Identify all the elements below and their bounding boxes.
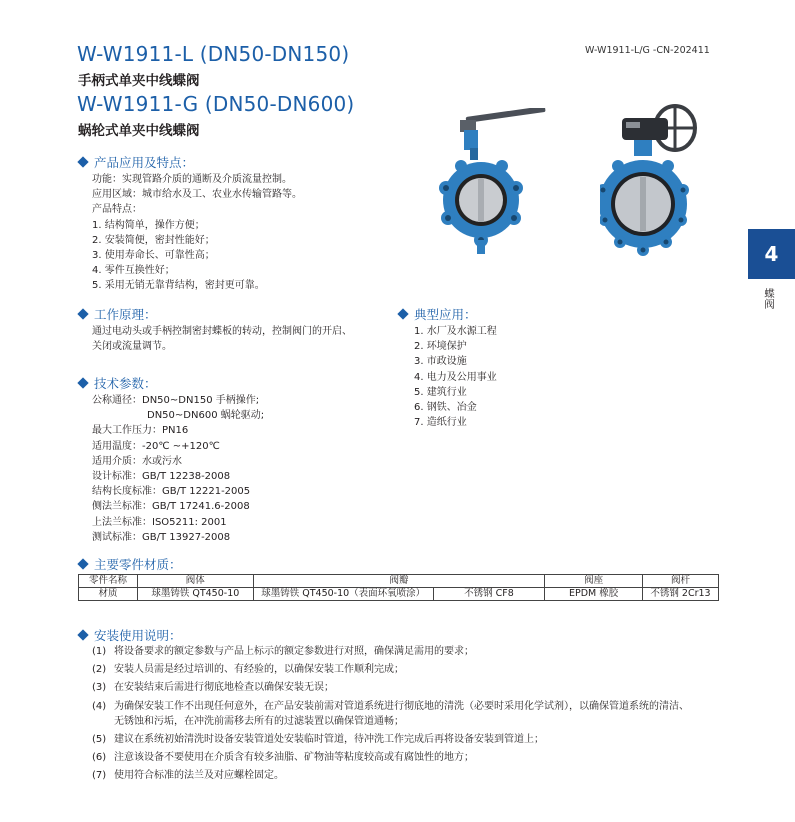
install-item [92, 680, 732, 695]
install-item-text: 注意该设备不要使用在介质含有较多油脂、矿物油等粘度较高或有腐蚀性的地方； [114, 752, 474, 764]
install-item [92, 768, 732, 783]
table-cell: 不锈钢 2Cr13 [643, 588, 719, 601]
features-heading [77, 153, 194, 171]
principle-heading-text: 工作原理： [94, 307, 157, 322]
materials-heading-text: 主要零件材质： [94, 557, 182, 572]
install-item-text: 建议在系统初始清洗时设备安装管道处安装临时管道，待冲洗工作完成后再将设备安装到管道上； [114, 733, 544, 745]
gear-valve-image [600, 100, 700, 258]
install-heading-text: 安装使用说明： [94, 628, 182, 643]
install-item-number: (4) [92, 700, 107, 712]
tech-line: 适用温度：-20℃ ~+120℃ [92, 440, 220, 452]
install-item-number: (1) [92, 646, 107, 657]
tech-heading-text: 技术参数： [94, 376, 157, 391]
install-item [92, 662, 732, 677]
application-item: 6. 钢铁、冶金 [414, 401, 477, 413]
install-item-text: 使用符合标准的法兰及对应螺栓固定。 [114, 770, 284, 782]
diamond-bullet-icon [77, 377, 88, 388]
features-line: 应用区域：城市给水及工、农业水传输管路等。 [92, 189, 302, 201]
install-item-text: 将设备要求的额定参数与产品上标示的额定参数进行对照，确保满足需用的要求； [114, 646, 474, 657]
table-cell: EPDM 橡胶 [545, 588, 643, 601]
application-item: 4. 电力及公用事业 [414, 371, 497, 383]
tech-line: 公称通径：DN50~DN150 手柄操作; [92, 395, 260, 406]
lever-valve-image [436, 108, 546, 258]
application-item: 1. 水厂及水源工程 [414, 326, 497, 337]
table-header-cell: 阀瓣 [253, 575, 545, 588]
application-item: 2. 环境保护 [414, 341, 467, 353]
tech-heading [77, 374, 157, 392]
install-heading [77, 626, 182, 644]
tech-line: 适用介质：水或污水 [92, 455, 182, 467]
install-item-text: 安装人员需是经过培训的、有经验的，以确保安装工作顺利完成； [114, 664, 404, 676]
table-header-cell: 零件名称 [79, 575, 138, 588]
install-item [92, 732, 732, 747]
install-item-number: (7) [92, 770, 107, 782]
install-item-number: (5) [92, 733, 107, 745]
features-line: 功能：实现管路介质的通断及介质流量控制。 [92, 174, 292, 185]
features-body [92, 172, 302, 294]
materials-heading [77, 555, 182, 573]
chapter-tab [748, 229, 795, 279]
install-item-text: 在安装结束后需进行彻底地检查以确保安装无误； [114, 682, 334, 694]
diamond-bullet-icon [77, 629, 88, 640]
install-item-number: (2) [92, 664, 107, 676]
document-number: W-W1911-L/G -CN-202411 [585, 45, 710, 56]
applications-heading [397, 305, 477, 323]
tech-line: DN50~DN600 蜗轮驱动; [147, 410, 265, 422]
table-header-cell: 阀体 [137, 575, 253, 588]
table-header-row [79, 575, 719, 588]
principle-body [92, 324, 352, 354]
install-item-number: (6) [92, 752, 107, 764]
tech-line: 上法兰标准：ISO5211: 2001 [92, 516, 227, 528]
table-header-cell: 阀杆 [643, 575, 719, 588]
product-subtitle-lever: 手柄式单夹中线蝶阀 [78, 73, 200, 89]
table-cell: 球墨铸铁 QT450-10（表面环氧喷涂） [253, 588, 433, 601]
table-cell: 不锈钢 CF8 [433, 588, 545, 601]
table-cell: 材质 [79, 588, 138, 601]
chapter-number: 4 [764, 242, 779, 266]
install-item-number: (3) [92, 682, 107, 694]
features-line: 3. 使用寿命长、可靠性高； [92, 249, 215, 261]
diamond-bullet-icon [77, 308, 88, 319]
features-line: 5. 采用无销无靠背结构，密封更可靠。 [92, 280, 265, 292]
install-item [92, 750, 732, 765]
diamond-bullet-icon [77, 558, 88, 569]
tech-line: 设计标准：GB/T 12238-2008 [92, 470, 231, 482]
install-item [92, 644, 732, 659]
install-item-text: 为确保安装工作不出现任何意外，在产品安装前需对管道系统进行彻底地的清洗（必要时采用化学试剂），以确保管道系统的清洁、 [114, 700, 689, 712]
principle-line: 关闭或流量调节。 [92, 341, 172, 353]
application-item: 7. 造纸行业 [414, 417, 467, 429]
diamond-bullet-icon [397, 308, 408, 319]
table-cell: 球墨铸铁 QT450-10 [137, 588, 253, 601]
table-row [79, 588, 719, 601]
product-subtitle-gear: 蜗轮式单夹中线蝶阀 [78, 123, 200, 139]
application-item: 3. 市政设施 [414, 356, 467, 368]
install-list [92, 644, 732, 784]
table-header-cell: 阀座 [545, 575, 643, 588]
features-line: 2. 安装简便，密封性能好； [92, 234, 215, 246]
install-item [92, 699, 732, 729]
tech-body [92, 393, 264, 545]
tech-line: 侧法兰标准：GB/T 17241.6-2008 [92, 501, 250, 513]
features-line: 1. 结构简单，操作方便； [92, 219, 205, 231]
features-line: 产品特点： [92, 204, 142, 216]
applications-heading-text: 典型应用： [414, 307, 477, 322]
applications-list [414, 324, 497, 430]
product-title-lever: W-W1911-L (DN50-DN150) [77, 42, 350, 66]
features-line: 4. 零件互换性好； [92, 265, 175, 277]
product-title-gear: W-W1911-G (DN50-DN600) [77, 92, 355, 116]
chapter-label: 蝶阀 [763, 288, 775, 309]
principle-heading [77, 305, 157, 323]
features-heading-text: 产品应用及特点： [94, 155, 195, 170]
materials-table [78, 574, 719, 601]
diamond-bullet-icon [77, 156, 88, 167]
tech-line: 结构长度标准：GB/T 12221-2005 [92, 486, 251, 498]
tech-line: 最大工作压力：PN16 [92, 425, 189, 437]
install-item-text: 无锈蚀和污垢，在冲洗前需移去所有的过滤装置以确保管道通畅； [114, 715, 404, 727]
tech-line: 测试标准：GB/T 13927-2008 [92, 531, 231, 543]
application-item: 5. 建筑行业 [414, 386, 467, 398]
principle-line: 通过电动头或手柄控制密封蝶板的转动，控制阀门的开启、 [92, 326, 352, 337]
